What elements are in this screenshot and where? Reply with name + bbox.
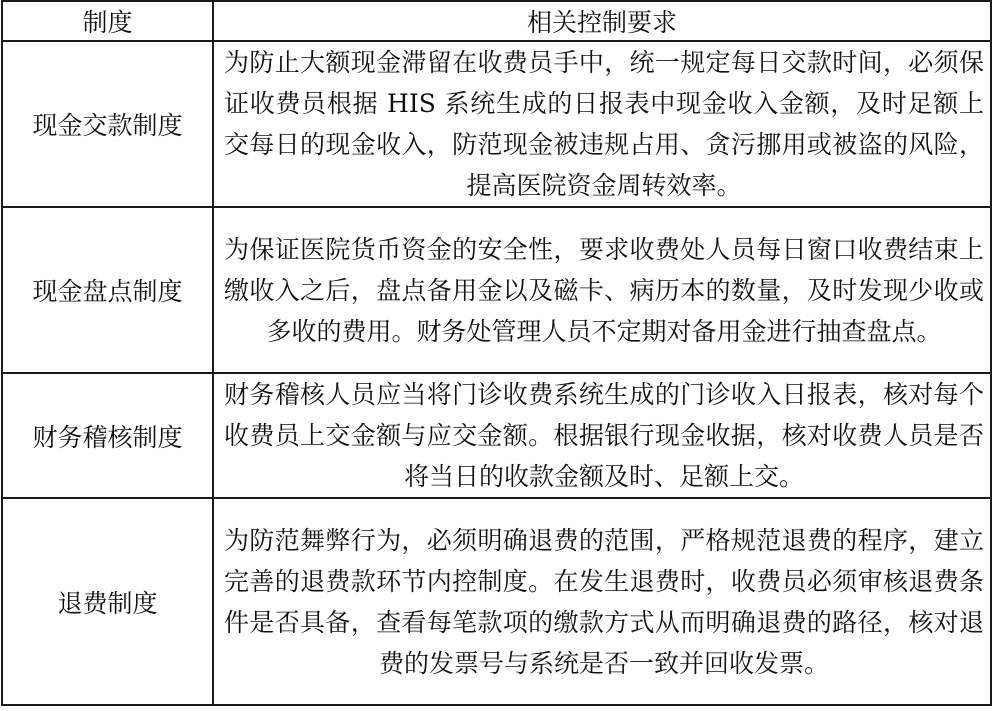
system-name-cell: 退费制度 xyxy=(2,498,213,705)
requirement-cell: 为防止大额现金滞留在收费员手中，统一规定每日交款时间，必须保证收费员根据 HIS 系统生成的日报表中现金收入金额，及时足额上交每日的现金收入，防范现金被违规占用、贪污挪用或被盗的风险，提高医院资金周转效率。 xyxy=(213,41,991,207)
requirement-cell: 为保证医院货币资金的安全性，要求收费处人员每日窗口收费结束上缴收入之后，盘点备用金以及磁卡、病历本的数量，及时发现少收或多收的费用。财务处管理人员不定期对备用金进行抽查盘点。 xyxy=(213,207,991,373)
table-row xyxy=(2,498,991,705)
requirement-cell: 财务稽核人员应当将门诊收费系统生成的门诊收入日报表，核对每个收费员上交金额与应交金额。根据银行现金收据，核对收费人员是否将当日的收款金额及时、足额上交。 xyxy=(213,373,991,498)
requirement-cell: 为防范舞弊行为，必须明确退费的范围，严格规范退费的程序，建立完善的退费款环节内控制度。在发生退费时，收费员必须审核退费条件是否具备，查看每笔款项的缴款方式从而明确退费的路径，核对退费的发票号与系统是否一致并回收发票。 xyxy=(213,498,991,705)
system-name-cell: 现金盘点制度 xyxy=(2,207,213,373)
table-row xyxy=(2,207,991,373)
table-row xyxy=(2,41,991,207)
system-name-cell: 财务稽核制度 xyxy=(2,373,213,498)
system-name-cell: 现金交款制度 xyxy=(2,41,213,207)
table-header-row xyxy=(2,1,991,41)
header-requirement: 相关控制要求 xyxy=(213,1,991,41)
header-system: 制度 xyxy=(2,1,213,41)
table-row xyxy=(2,373,991,498)
control-requirements-table xyxy=(1,0,992,706)
